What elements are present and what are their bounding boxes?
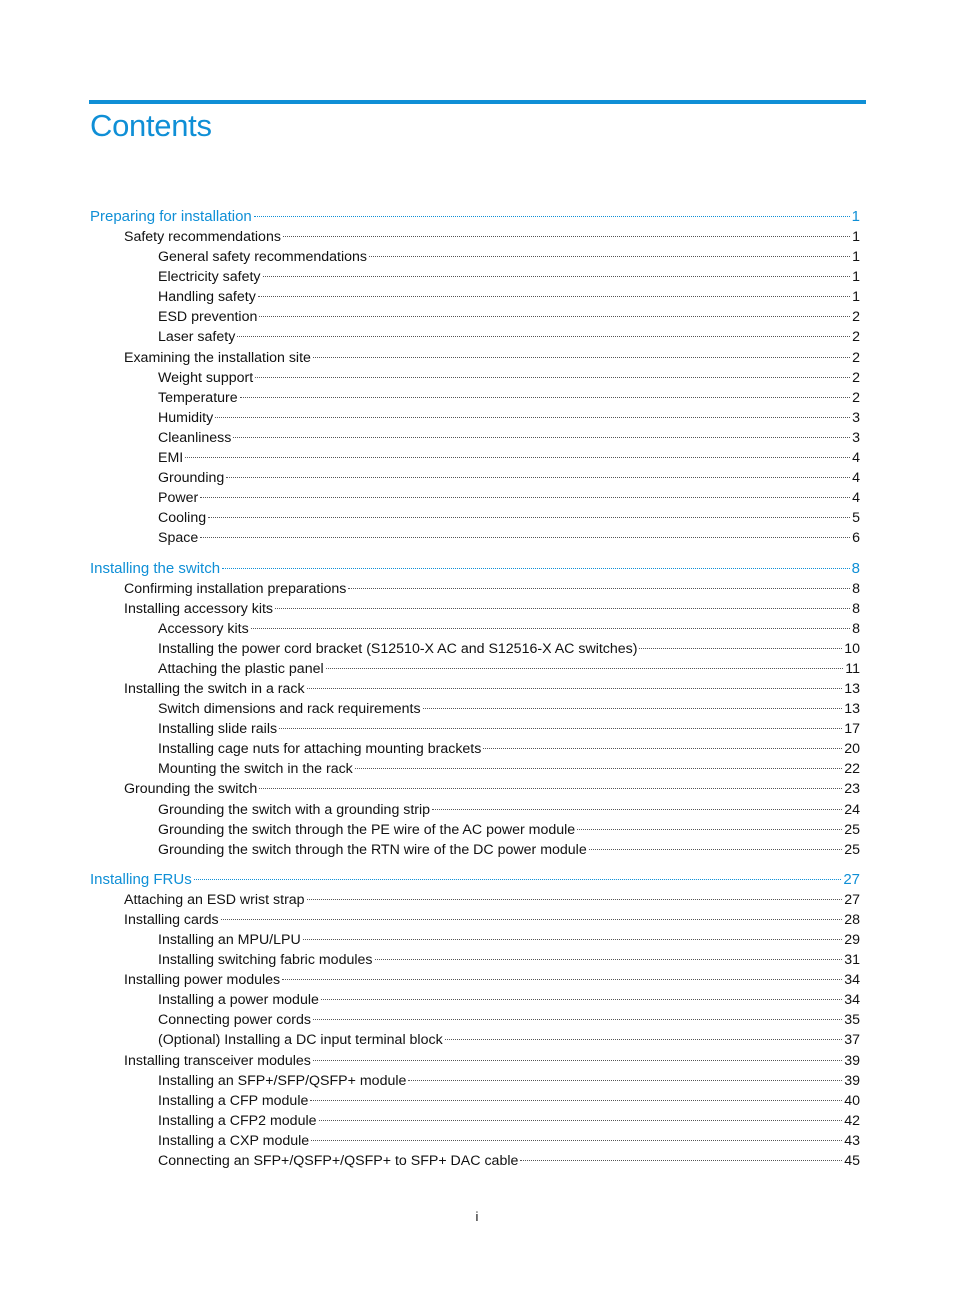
- dot-leader: [520, 1159, 842, 1161]
- toc-entry-page-number: 3: [852, 429, 860, 446]
- toc-entry-label: Connecting power cords: [158, 1012, 311, 1029]
- toc-entry-label: Cooling: [158, 510, 207, 527]
- dot-leader: [319, 1119, 843, 1121]
- toc-entry-page-number: 31: [844, 952, 860, 969]
- toc-entry-link[interactable]: [90, 327, 860, 347]
- toc-entry-page-number: 25: [844, 841, 860, 858]
- toc-entry-page-number: 2: [852, 389, 860, 406]
- toc-entry-page-number: 8: [852, 600, 860, 617]
- toc-entry-page-number: 10: [844, 640, 860, 657]
- toc-entry-link[interactable]: [90, 659, 860, 679]
- toc-entry-link[interactable]: [90, 468, 860, 488]
- toc-entry-label: Installing cards: [124, 911, 219, 928]
- toc-entry-label: General safety recommendations: [158, 249, 367, 266]
- toc-entry-link[interactable]: [90, 890, 860, 910]
- toc-entry-link[interactable]: [90, 639, 860, 659]
- toc-entry-page-number: 6: [852, 530, 860, 547]
- toc-entry-page-number: 5: [852, 510, 860, 527]
- toc-entry-label: Installing an SFP+/SFP/QSFP+ module: [158, 1072, 407, 1089]
- toc-entry-link[interactable]: [90, 1030, 860, 1050]
- toc-entry-label: Installing a CXP module: [158, 1132, 310, 1149]
- toc-entry-page-number: 1: [852, 249, 860, 266]
- dot-leader: [275, 607, 850, 609]
- toc-entry-label: Installing the power cord bracket (S12510-X AC and S12516-X AC switches): [158, 640, 638, 657]
- toc-entry-label: Mounting the switch in the rack: [158, 761, 353, 778]
- toc-entry-link[interactable]: [90, 619, 860, 639]
- toc-entry-link[interactable]: [90, 388, 860, 408]
- toc-entry-page-number: 40: [844, 1092, 860, 1109]
- toc-entry-label: Attaching the plastic panel: [158, 660, 324, 677]
- toc-entry-label: Accessory kits: [158, 620, 249, 637]
- toc-entry-link[interactable]: [90, 348, 860, 368]
- dot-leader: [200, 496, 850, 498]
- toc-entry-link[interactable]: [90, 759, 860, 779]
- toc-entry-link[interactable]: [90, 739, 860, 759]
- toc-entry-link[interactable]: [90, 408, 860, 428]
- toc-entry-page-number: 27: [844, 891, 860, 908]
- dot-leader: [283, 235, 850, 237]
- dot-leader: [326, 667, 844, 669]
- toc-entry-label: Installing the switch in a rack: [124, 680, 305, 697]
- toc-entry-page-number: 43: [844, 1132, 860, 1149]
- toc-entry-link[interactable]: [90, 428, 860, 448]
- toc-entry-link[interactable]: [90, 990, 860, 1010]
- toc-entry-page-number: 22: [844, 761, 860, 778]
- toc-entry-link[interactable]: [90, 267, 860, 287]
- toc-entry-label: Installing an MPU/LPU: [158, 932, 301, 948]
- toc-entry-label: Installing FRUs: [90, 870, 192, 888]
- toc-entry-page-number: 3: [852, 409, 860, 426]
- toc-entry-link[interactable]: [90, 1151, 860, 1171]
- dot-leader: [432, 808, 842, 810]
- toc-entry-link[interactable]: [90, 528, 860, 548]
- toc-entry-label: Power: [158, 490, 199, 507]
- toc-entry-page-number: 1: [851, 208, 860, 225]
- toc-entry-label: Switch dimensions and rack requirements: [158, 701, 421, 718]
- toc-entry-link[interactable]: [90, 1131, 860, 1151]
- dot-leader: [423, 707, 843, 709]
- toc-entry-label: Installing accessory kits: [124, 600, 274, 617]
- dot-leader: [321, 998, 842, 1000]
- dot-leader: [200, 536, 850, 538]
- toc-entry-link[interactable]: [90, 1111, 860, 1131]
- toc-entry-label: Grounding the switch through the PE wire of the AC power module: [158, 821, 576, 838]
- page-title: Contents: [90, 108, 212, 143]
- toc-entry-page-number: 25: [844, 821, 860, 838]
- dot-leader: [408, 1079, 842, 1081]
- toc-entry-label: (Optional) Installing a DC input terminal block: [158, 1032, 443, 1049]
- dot-leader: [282, 978, 842, 980]
- dot-leader: [307, 898, 843, 900]
- toc-entry-page-number: 2: [852, 349, 860, 366]
- dot-leader: [307, 687, 843, 689]
- toc-entry-label: Installing a CFP2 module: [158, 1112, 317, 1129]
- toc-entry-page-number: 24: [844, 801, 860, 818]
- dot-leader: [254, 215, 850, 217]
- toc-entry-label: Grounding the switch with a grounding strip: [158, 801, 431, 818]
- dot-leader: [259, 315, 850, 317]
- dot-leader: [208, 516, 850, 518]
- toc-entry-page-number: 4: [852, 490, 860, 507]
- dot-leader: [311, 1139, 842, 1141]
- toc-entry-page-number: 27: [843, 870, 860, 888]
- toc-entry-label: Electricity safety: [158, 269, 261, 286]
- toc-entry-link[interactable]: [90, 508, 860, 528]
- toc-entry-page-number: 8: [852, 620, 860, 637]
- toc-entry-link[interactable]: [90, 719, 860, 739]
- dot-leader: [639, 647, 842, 649]
- toc-entry-label: Examining the installation site: [124, 349, 311, 366]
- dot-leader: [194, 878, 842, 880]
- toc-entry-link[interactable]: [90, 488, 860, 508]
- dot-leader: [259, 787, 842, 789]
- toc-entry-label: Confirming installation preparations: [124, 580, 347, 597]
- toc-entry-page-number: 37: [844, 1032, 860, 1049]
- dot-leader: [355, 767, 842, 769]
- toc-entry-link[interactable]: [90, 448, 860, 468]
- toc-entry-label: Installing the switch: [90, 559, 221, 577]
- dot-leader: [369, 255, 850, 257]
- toc-entry-page-number: 1: [852, 289, 860, 306]
- toc-entry-link[interactable]: [90, 1091, 860, 1111]
- toc-entry-link[interactable]: [90, 307, 860, 327]
- dot-leader: [303, 938, 842, 940]
- dot-leader: [313, 1018, 842, 1020]
- toc-entry-label: Grounding the switch: [124, 781, 258, 798]
- dot-leader: [589, 848, 842, 850]
- dot-leader: [233, 436, 850, 438]
- dot-leader: [251, 627, 850, 629]
- toc-entry-label: Connecting an SFP+/QSFP+/QSFP+ to SFP+ DAC cable: [158, 1153, 519, 1170]
- table-of-contents: [90, 206, 860, 1180]
- toc-entry-page-number: 4: [852, 470, 860, 487]
- toc-entry-label: Attaching an ESD wrist strap: [124, 891, 305, 908]
- toc-section: [90, 558, 860, 860]
- dot-leader: [375, 958, 843, 960]
- toc-entry-label: Installing cage nuts for attaching mounting brackets: [158, 741, 482, 758]
- toc-entry-label: Installing transceiver modules: [124, 1052, 311, 1069]
- toc-entry-link[interactable]: [90, 679, 860, 699]
- toc-entry-label: Cleanliness: [158, 429, 232, 446]
- toc-entry-link[interactable]: [90, 970, 860, 990]
- toc-entry-page-number: 1: [852, 269, 860, 286]
- toc-section: [90, 206, 860, 549]
- toc-entry-page-number: 11: [845, 660, 860, 677]
- toc-entry-link[interactable]: [90, 820, 860, 840]
- toc-entry-page-number: 4: [852, 450, 860, 467]
- toc-entry-page-number: 17: [844, 721, 860, 738]
- dot-leader: [313, 356, 850, 358]
- toc-entry-page-number: 13: [844, 680, 860, 697]
- toc-entry-link[interactable]: [90, 368, 860, 388]
- title-rule: [89, 100, 866, 104]
- toc-entry-link[interactable]: [90, 579, 860, 599]
- toc-entry-link[interactable]: [90, 699, 860, 719]
- toc-entry-label: EMI: [158, 450, 184, 467]
- toc-entry-label: Weight support: [158, 369, 254, 386]
- toc-entry-link[interactable]: [90, 779, 860, 799]
- dot-leader: [255, 376, 850, 378]
- toc-section: [90, 869, 860, 1171]
- toc-entry-page-number: 2: [852, 329, 860, 346]
- toc-entry-link[interactable]: [90, 950, 860, 970]
- toc-entry-page-number: 42: [844, 1112, 860, 1129]
- toc-entry-label: Handling safety: [158, 289, 256, 306]
- dot-leader: [483, 747, 842, 749]
- dot-leader: [577, 828, 842, 830]
- toc-entry-label: Grounding: [158, 470, 225, 487]
- toc-entry-link[interactable]: [90, 287, 860, 307]
- toc-entry-page-number: 23: [844, 781, 860, 798]
- dot-leader: [258, 295, 850, 297]
- toc-entry-page-number: 2: [852, 309, 860, 326]
- toc-chapter-link[interactable]: [90, 869, 860, 890]
- dot-leader: [226, 476, 850, 478]
- dot-leader: [237, 335, 850, 337]
- toc-entry-link[interactable]: [90, 840, 860, 860]
- dot-leader: [313, 1059, 842, 1061]
- toc-entry-page-number: 20: [844, 741, 860, 758]
- toc-entry-label: Grounding the switch through the RTN wire of the DC power module: [158, 841, 587, 858]
- toc-entry-page-number: 8: [852, 580, 860, 597]
- dot-leader: [185, 456, 850, 458]
- dot-leader: [222, 567, 850, 569]
- toc-entry-label: Installing slide rails: [158, 721, 278, 738]
- toc-entry-label: Laser safety: [158, 329, 236, 346]
- toc-entry-page-number: 34: [844, 992, 860, 1009]
- dot-leader: [263, 275, 851, 277]
- toc-entry-link[interactable]: [90, 599, 860, 619]
- toc-entry-link[interactable]: [90, 247, 860, 267]
- toc-entry-page-number: 29: [844, 932, 860, 948]
- dot-leader: [348, 587, 850, 589]
- toc-entry-label: Preparing for installation: [90, 208, 252, 225]
- toc-entry-page-number: 35: [844, 1012, 860, 1029]
- toc-entry-page-number: 28: [844, 911, 860, 928]
- toc-entry-label: Installing a CFP module: [158, 1092, 309, 1109]
- toc-entry-page-number: 2: [852, 369, 860, 386]
- dot-leader: [445, 1038, 843, 1040]
- toc-entry-link[interactable]: [90, 227, 860, 247]
- toc-entry-label: ESD prevention: [158, 309, 258, 326]
- toc-entry-link[interactable]: [90, 1051, 860, 1071]
- toc-entry-link[interactable]: [90, 1071, 860, 1091]
- toc-entry-link[interactable]: [90, 910, 860, 930]
- toc-entry-label: Installing power modules: [124, 972, 281, 989]
- toc-entry-page-number: 39: [844, 1052, 860, 1069]
- toc-entry-page-number: 34: [844, 972, 860, 989]
- toc-entry-link[interactable]: [90, 930, 860, 950]
- dot-leader: [215, 416, 850, 418]
- toc-entry-page-number: 8: [851, 559, 860, 577]
- toc-entry-page-number: 39: [844, 1072, 860, 1089]
- toc-entry-page-number: 45: [844, 1153, 860, 1170]
- toc-entry-label: Safety recommendations: [124, 229, 281, 245]
- toc-entry-page-number: 1: [852, 229, 860, 245]
- toc-entry-label: Space: [158, 530, 199, 547]
- toc-entry-label: Temperature: [158, 389, 238, 406]
- toc-chapter-link[interactable]: [90, 206, 860, 227]
- toc-entry-label: Installing a power module: [158, 992, 319, 1009]
- toc-chapter-link[interactable]: [90, 558, 860, 579]
- dot-leader: [310, 1099, 842, 1101]
- page-number: i: [475, 1209, 479, 1224]
- toc-entry-link[interactable]: [90, 1010, 860, 1030]
- dot-leader: [240, 396, 850, 398]
- toc-entry-link[interactable]: [90, 800, 860, 820]
- dot-leader: [279, 727, 842, 729]
- toc-entry-label: Humidity: [158, 409, 214, 426]
- toc-entry-page-number: 13: [844, 701, 860, 718]
- dot-leader: [221, 918, 843, 920]
- toc-entry-label: Installing switching fabric modules: [158, 952, 373, 969]
